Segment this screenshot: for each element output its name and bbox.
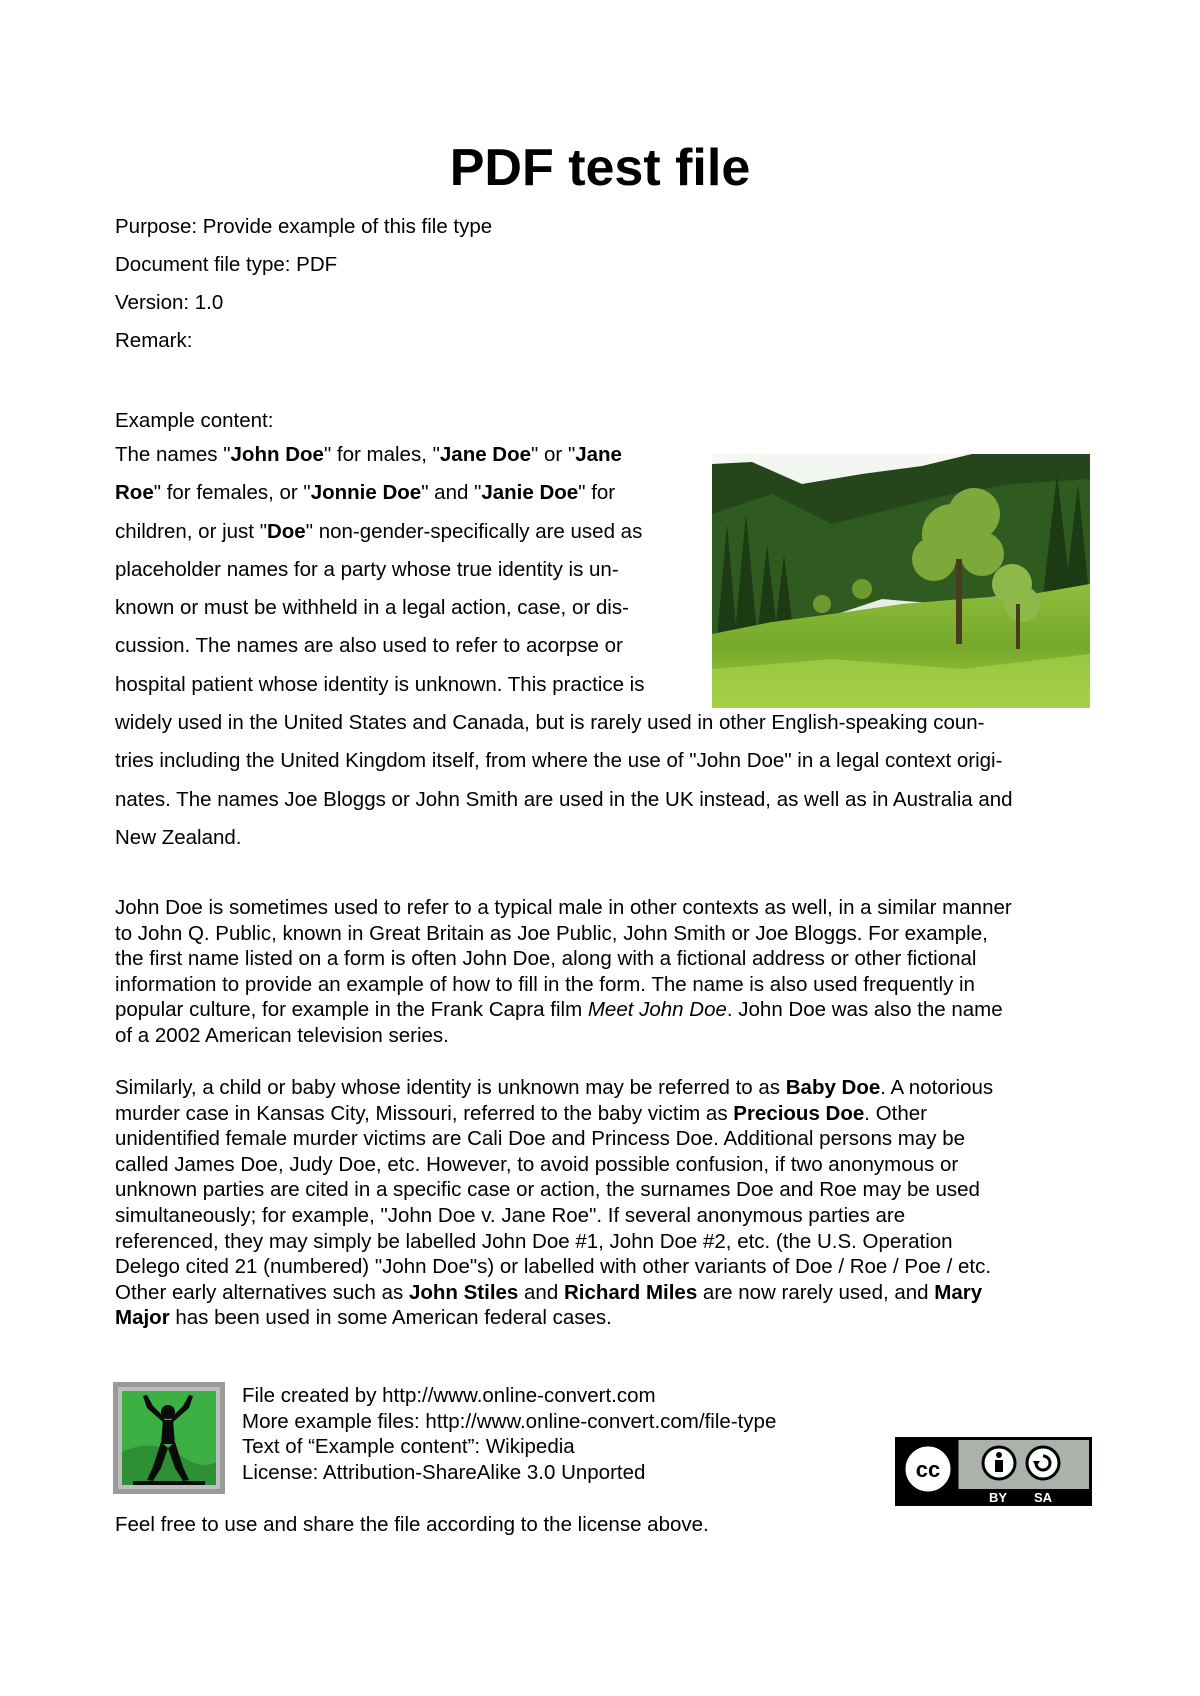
text-run: " and " (421, 481, 482, 505)
text-run: " for (578, 481, 616, 505)
bold-name: Major (115, 1306, 170, 1330)
p2-line-2: to John Q. Public, known in Great Britain as Joe Public, John Smith or Joe Bloggs. For example, (115, 921, 988, 945)
remark-line: Remark: (115, 329, 193, 352)
bold-name: Mary (934, 1280, 983, 1304)
text-run: . John Doe was also the name (726, 998, 1003, 1022)
film-title: Meet John Doe (587, 998, 727, 1022)
license-line: License: Attribution-ShareAlike 3.0 Unported (242, 1460, 646, 1484)
p3-line-1 (115, 1075, 1100, 1101)
example-content-label: Example content: (115, 409, 274, 432)
text-run: " for males, " (323, 443, 440, 466)
bold-name: Jonnie Doe (310, 481, 422, 505)
cc-label: cc (915, 1457, 941, 1482)
p3-line-10 (115, 1305, 1100, 1331)
p3-line-6: simultaneously; for example, "John Doe v. Jane Roe". If several anonymous parties are (115, 1203, 906, 1227)
bold-name: John Stiles (408, 1280, 519, 1304)
purpose-line: Purpose: Provide example of this file type (115, 215, 493, 238)
online-convert-logo-icon (113, 1382, 225, 1494)
bold-name: Roe (115, 481, 154, 505)
bold-name: John Doe (230, 443, 324, 466)
p3-line-8: Delego cited 21 (numbered) "John Doe"s) or labelled with other variants of Doe / Roe / Poe / etc. (115, 1255, 992, 1279)
text-run: " or " (531, 443, 576, 466)
p3-line-3: unidentified female murder victims are Cali Doe and Princess Doe. Additional persons may be (115, 1127, 966, 1151)
p1-line-9: tries including the United Kingdom itself, from where the use of "John Doe" in a legal context origi- (115, 749, 1003, 773)
file-type-line: Document file type: PDF (115, 253, 338, 276)
sa-label: SA (1033, 1490, 1053, 1505)
paragraph-2 (115, 895, 1100, 1049)
p2-line-5 (115, 997, 1100, 1023)
p2-line-6: of a 2002 American television series. (115, 1023, 449, 1047)
p1-line-11: New Zealand. (115, 825, 242, 849)
text-run: children, or just " (115, 519, 267, 543)
p2-line-1: John Doe is sometimes used to refer to a typical male in other contexts as well, in a similar manner (115, 896, 1012, 919)
version-line: Version: 1.0 (115, 291, 224, 314)
p1-line-6: cussion. The names are also used to refer to acorpse or (115, 634, 623, 658)
bold-name: Jane (575, 443, 622, 466)
created-by-line: File created by http://www.online-convert.com (242, 1384, 656, 1407)
text-run: and (518, 1280, 564, 1304)
text-run: . Other (864, 1101, 927, 1125)
bold-name: Precious Doe (733, 1101, 865, 1125)
more-examples-line: More example files: http://www.online-convert.com/file-type (242, 1409, 777, 1433)
p1-line-5: known or must be withheld in a legal action, case, or dis- (115, 596, 629, 620)
closing-statement: Feel free to use and share the file according to the license above. (115, 1513, 709, 1536)
cc-by-sa-badge-icon (895, 1437, 1092, 1506)
p2-line-3: the first name listed on a form is often John Doe, along with a fictional address or other fictional (115, 947, 977, 971)
p3-line-9 (115, 1280, 1100, 1306)
document-title: PDF test file (449, 139, 751, 197)
text-run: " non-gender-specifically are used as (305, 519, 643, 543)
p3-line-4: called James Doe, Judy Doe, etc. However, to avoid possible confusion, if two anonymous or (115, 1152, 959, 1176)
paragraph-3 (115, 1075, 1100, 1331)
meadow-forest-photo (712, 454, 1090, 708)
text-run: The names " (115, 443, 231, 466)
by-label: BY (988, 1490, 1008, 1505)
p1-line-4: placeholder names for a party whose true identity is un- (115, 557, 619, 581)
text-run: popular culture, for example in the Frank Capra film (115, 998, 588, 1022)
text-run: murder case in Kansas City, Missouri, referred to the baby victim as (115, 1101, 734, 1125)
bold-name: Jane Doe (439, 443, 532, 466)
bold-name: Baby Doe (785, 1076, 881, 1099)
bold-name: Doe (266, 519, 306, 543)
text-run: . A notorious (880, 1076, 994, 1099)
p1-line-8: widely used in the United States and Canada, but is rarely used in other English-speaking coun- (115, 711, 985, 735)
p1-line-10: nates. The names Joe Bloggs or John Smith are used in the UK instead, as well as in Australia and (115, 787, 1013, 811)
bold-name: Richard Miles (563, 1280, 698, 1304)
p3-line-7: referenced, they may simply be labelled John Doe #1, John Doe #2, etc. (the U.S. Operation (115, 1229, 953, 1253)
p1-line-7: hospital patient whose identity is unknown. This practice is (115, 672, 645, 696)
text-run: has been used in some American federal cases. (169, 1306, 612, 1330)
p3-line-2 (115, 1101, 1100, 1127)
text-source-line: Text of “Example content”: Wikipedia (242, 1435, 575, 1459)
bold-name: Janie Doe (481, 481, 579, 505)
text-run: Similarly, a child or baby whose identity is unknown may be referred to as (115, 1076, 786, 1099)
text-run: are now rarely used, and (697, 1280, 935, 1304)
text-run: " for females, or " (153, 481, 311, 505)
metadata-block (115, 212, 492, 364)
p3-line-5: unknown parties are cited in a specific case or action, the surnames Doe and Roe may be used (115, 1178, 980, 1202)
p2-line-4: information to provide an example of how to fill in the form. The name is also used frequently in (115, 972, 975, 996)
footer-credits (242, 1383, 776, 1485)
text-run: Other early alternatives such as (115, 1280, 409, 1304)
